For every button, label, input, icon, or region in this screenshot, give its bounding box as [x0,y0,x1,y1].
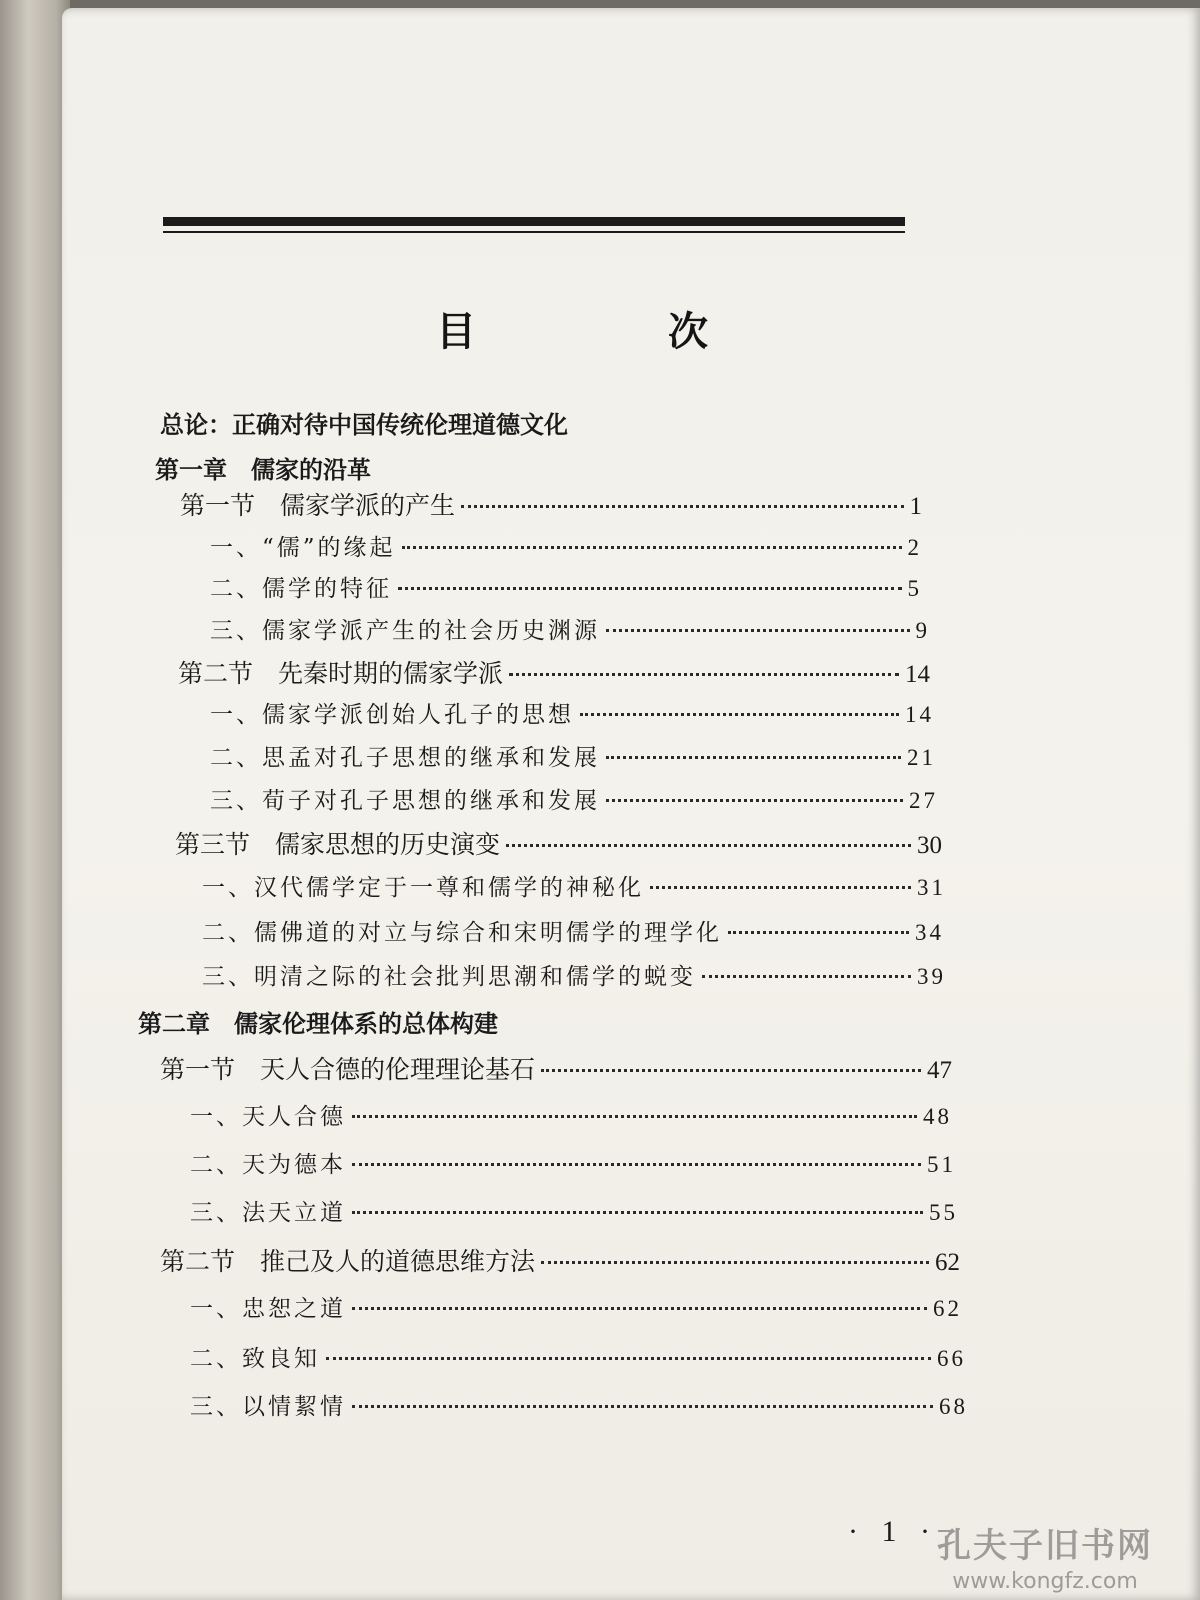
toc-entry-label: 总论：正确对待中国传统伦理道德文化 [160,411,568,439]
toc-leader-dots [541,1067,921,1072]
toc-entry-label: 一、汉代儒学定于一尊和儒学的神秘化 [202,875,644,901]
toc-leader-dots [352,1305,927,1310]
toc-entry-label: 一、儒家学派创始人孔子的思想 [210,702,574,728]
toc-entry-label: 三、儒家学派产生的社会历史渊源 [210,618,600,644]
toc-entry-item [190,1098,952,1131]
toc-entry-section [175,825,942,861]
toc-entry-label: 一、忠恕之道 [190,1296,346,1322]
toc-leader-dots [398,585,902,590]
toc-leader-dots [506,842,911,847]
toc-entry-page-number: 51 [927,1152,956,1177]
toc-entry-item [210,782,938,815]
toc-entry-page-number: 14 [905,661,930,688]
toc-entry-page-number: 34 [915,920,944,945]
toc-entry-item [202,869,946,902]
toc-entry-page-number: 14 [905,702,934,727]
page-number-footer: · 1 · [848,1515,938,1548]
watermark-name: 孔夫子旧书网 [937,1526,1153,1566]
toc-leader-dots [461,503,903,508]
toc-entry-label: 三、荀子对孔子思想的继承和发展 [210,788,600,814]
toc-leader-dots [352,1403,933,1408]
toc-entry-label: 一、天人合德 [190,1104,346,1130]
toc-leader-dots [352,1161,921,1166]
watermark [900,1518,1190,1594]
toc-entry-section [160,1050,952,1086]
toc-entry-item [190,1146,956,1179]
toc-entry-item [190,1194,958,1227]
toc-entry-label: 第二节 推己及人的道德思维方法 [160,1247,536,1276]
toc-entry-general [160,405,960,440]
toc-entry-page-number: 5 [907,576,922,601]
toc-entry-item [190,1340,966,1373]
page-title: 目 次 [436,309,784,355]
toc-entry-label: 二、天为德本 [190,1152,346,1178]
toc-entry-label: 第二节 先秦时期的儒家学派 [178,659,504,688]
toc-entry-label: 三、明清之际的社会批判思潮和儒学的蜕变 [202,964,696,990]
toc-entry-item [210,570,922,603]
toc-leader-dots [402,544,902,549]
toc-entry-page-number: 30 [917,832,942,859]
toc-leader-dots [326,1355,931,1360]
toc-leader-dots [606,797,903,802]
toc-leader-dots [606,754,901,759]
toc-entry-chapter [138,1004,960,1039]
toc-leader-dots [352,1209,923,1214]
toc-entry-page-number: 68 [939,1394,968,1419]
toc-entry-label: 二、思孟对孔子思想的继承和发展 [210,745,600,771]
toc-entry-page-number: 27 [909,788,938,813]
toc-entry-label: 第三节 儒家思想的历史演变 [175,830,501,859]
toc-entry-label: 二、儒佛道的对立与综合和宋明儒学的理学化 [202,920,722,946]
toc-entry-section [180,486,922,522]
toc-leader-dots [580,711,899,716]
toc-entry-page-number: 39 [917,964,946,989]
toc-leader-dots [352,1113,917,1118]
toc-entry-label: 二、致良知 [190,1346,320,1372]
toc-entry-item [190,1290,962,1323]
toc-entry-label: 第一章 儒家的沿革 [155,456,371,484]
toc-entry-label: 一、“儒”的缘起 [210,535,396,561]
toc-entry-section [178,654,930,690]
toc-leader-dots [650,884,911,889]
toc-entry-page-number: 21 [907,745,936,770]
toc-entry-label: 三、以情絜情 [190,1394,346,1420]
toc-entry-page-number: 31 [917,875,946,900]
toc-entry-item [202,914,944,947]
toc-entry-label: 第一节 天人合德的伦理理论基石 [160,1055,536,1084]
toc-leader-dots [541,1259,929,1264]
toc-entry-page-number: 55 [929,1200,958,1225]
toc-entry-page-number: 2 [907,535,922,560]
toc-entry-section [160,1242,960,1278]
toc-entry-item [210,696,934,729]
toc-leader-dots [702,973,911,978]
toc-entry-item [190,1388,968,1421]
toc-entry-label: 第一节 儒家学派的产生 [180,491,456,520]
toc-leader-dots [606,627,910,632]
toc-entry-page-number: 62 [935,1249,960,1276]
toc-entry-page-number: 47 [927,1057,952,1084]
toc-entry-page-number: 1 [909,493,922,520]
toc-entry-page-number: 48 [923,1104,952,1129]
toc-entry-page-number: 9 [915,618,930,643]
toc-entry-chapter [155,450,960,485]
toc-entry-item [210,739,936,772]
toc-entry-item [210,612,930,645]
watermark-url: www.kongfz.com [952,1569,1138,1594]
toc-entry-item [210,529,922,562]
toc-entry-page-number: 62 [933,1296,962,1321]
toc-entry-label: 二、儒学的特征 [210,576,392,602]
toc-entry-page-number: 66 [937,1346,966,1371]
toc-entry-label: 三、法天立道 [190,1200,346,1226]
toc-leader-dots [728,929,909,934]
toc-leader-dots [509,671,899,676]
toc-entry-label: 第二章 儒家伦理体系的总体构建 [138,1010,498,1038]
toc-entry-item [202,958,946,991]
